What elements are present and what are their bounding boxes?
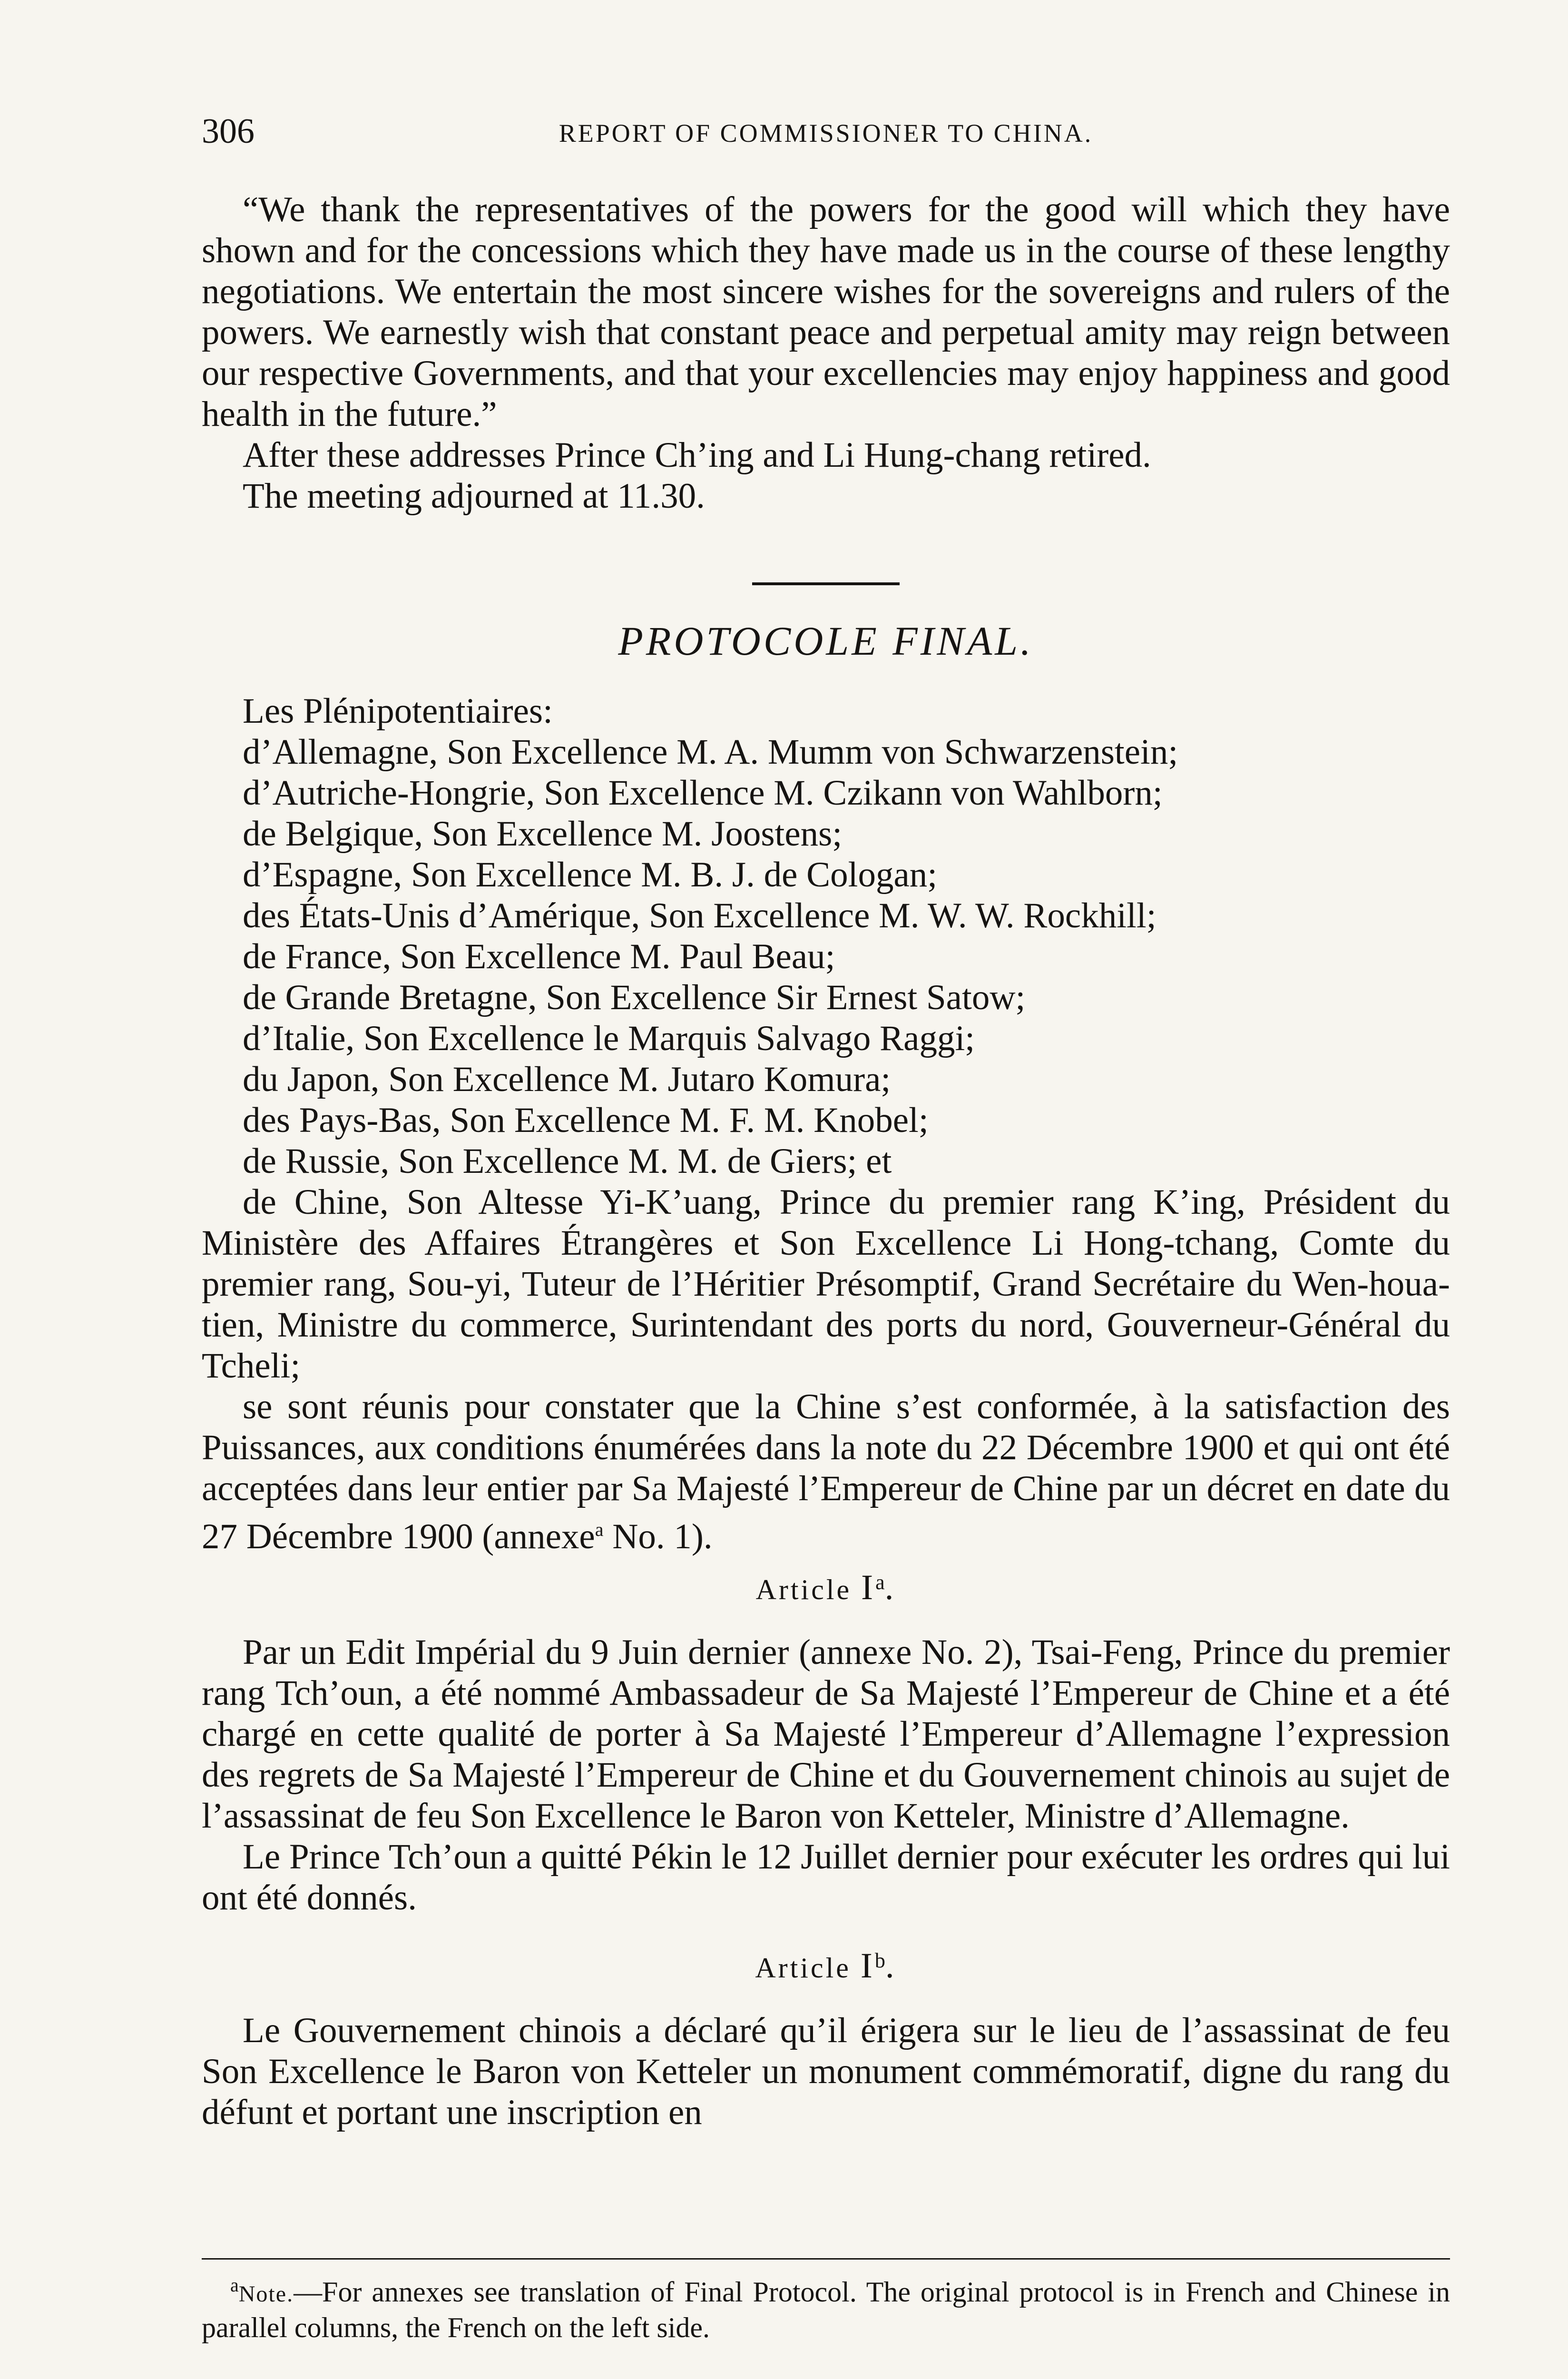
footnote	[202, 2269, 1450, 2344]
reunion-tail: No. 1).	[603, 1517, 713, 1556]
list-item: d’Allemagne, Son Excellence M. A. Mumm von Schwarzenstein;	[243, 732, 1178, 772]
footnote-mark: a	[230, 2274, 239, 2296]
article-label: Article	[755, 1952, 851, 1984]
list-item: d’Espagne, Son Excellence M. B. J. de Cologan;	[243, 855, 938, 895]
list-item: du Japon, Son Excellence M. Jutaro Komura;	[243, 1060, 891, 1099]
adjourned-paragraph: The meeting adjourned at 11.30.	[243, 476, 705, 516]
protocol-title: PROTOCOLE FINAL.	[618, 618, 1034, 664]
list-item: d’Autriche-Hongrie, Son Excellence M. Czikann von Wahlborn;	[243, 773, 1163, 813]
retired-paragraph: After these addresses Prince Ch’ing and Li Hung-chang retired.	[243, 435, 1151, 475]
china-plenipotentiaries-paragraph: de Chine, Son Altesse Yi-K’uang, Prince du premier rang K’ing, Président du Ministère des Affaires Étrangères et Son Excellence Li Hong-tchang, Comte du premier rang, Sou-yi, Tuteur de l’Héritier Présomptif, Grand Secrétaire du Wen-houa-tien, Ministre du commerce, Surintendant des ports du nord, Gouverneur-Général du Tcheli;	[202, 1182, 1450, 1386]
article-suffix: b	[874, 1949, 885, 1972]
footnote-divider	[202, 2258, 1450, 2260]
article-1b-heading	[202, 1939, 1450, 1989]
body-text	[202, 189, 1450, 2133]
plenipotentiaries-list	[202, 732, 1450, 1182]
list-item: de Belgique, Son Excellence M. Joostens;	[243, 814, 843, 854]
closing-quote-paragraph: “We thank the representatives of the powers for the good will which they have shown and for the concessions which they have made us in the course of these lengthy negotiations. We entertain the most sincere wishes for the sovereigns and rulers of the powers. We earnestly wish that constant peace and perpetual amity may reign between our respective Governments, and that your excellencies may enjoy happiness and good health in the future.”	[202, 190, 1450, 434]
article-numeral: I	[861, 1568, 876, 1607]
article-1a-paragraph-2: Le Prince Tch’oun a quitté Pékin le 12 Juillet dernier pour exécuter les ordres qui lui ont été donnés.	[202, 1837, 1450, 1917]
article-period: .	[884, 1568, 896, 1607]
plenipotentiaries-intro: Les Plénipotentiaires:	[243, 691, 553, 731]
page-number: 306	[202, 112, 255, 151]
list-item: des États-Unis d’Amérique, Son Excellence M. W. W. Rockhill;	[243, 896, 1156, 935]
footnote-reference: a	[595, 1519, 604, 1540]
list-item: de France, Son Excellence M. Paul Beau;	[243, 937, 835, 976]
article-suffix: a	[875, 1571, 885, 1594]
footnote-text: —For annexes see translation of Final Protocol. The original protocol is in French and Chinese in parallel columns, the French on the left side.	[202, 2276, 1450, 2343]
list-item: d’Italie, Son Excellence le Marquis Salvago Raggi;	[243, 1019, 975, 1058]
reunion-paragraph	[202, 1386, 1450, 1557]
reunion-text: se sont réunis pour constater que la Chine s’est conformée, à la satisfaction des Puissances, aux conditions énumérées dans la note du 22 Décembre 1900 et qui ont été acceptées dans leur entier par Sa Majesté l’Empereur de Chine par un décret en date du 27 Décembre 1900 (annexe	[202, 1387, 1450, 1556]
footnote-label: Note.	[238, 2281, 294, 2307]
article-numeral: I	[860, 1946, 875, 1986]
article-1b-paragraph-1: Le Gouvernement chinois a déclaré qu’il érigera sur le lieu de l’assassinat de feu Son Excellence le Baron von Ketteler un monument commémoratif, digne du rang du défunt et portant une inscription en	[202, 2011, 1450, 2132]
article-1a-paragraph-1: Par un Edit Impérial du 9 Juin dernier (annexe No. 2), Tsai-Feng, Prince du premier rang Tch’oun, a été nommé Ambassadeur de Sa Majesté l’Empereur de Chine et a été chargé en cette qualité de porter à Sa Majesté l’Empereur d’Allemagne l’expression des regrets de Sa Majesté l’Empereur de Chine et du Gouvernement chinois au sujet de l’assassinat de feu Son Excellence le Baron von Ketteler, Ministre d’Allemagne.	[202, 1632, 1450, 1836]
page-header	[202, 112, 1450, 150]
article-1a-heading	[202, 1561, 1450, 1611]
list-item: de Grande Bretagne, Son Excellence Sir Ernest Satow;	[243, 978, 1026, 1017]
article-period: .	[885, 1946, 897, 1986]
list-item: de Russie, Son Excellence M. M. de Giers; et	[243, 1141, 892, 1181]
article-label: Article	[755, 1574, 852, 1605]
section-divider	[752, 582, 900, 585]
running-title: REPORT OF COMMISSIONER TO CHINA.	[559, 119, 1093, 147]
list-item: des Pays-Bas, Son Excellence M. F. M. Knobel;	[243, 1101, 929, 1140]
